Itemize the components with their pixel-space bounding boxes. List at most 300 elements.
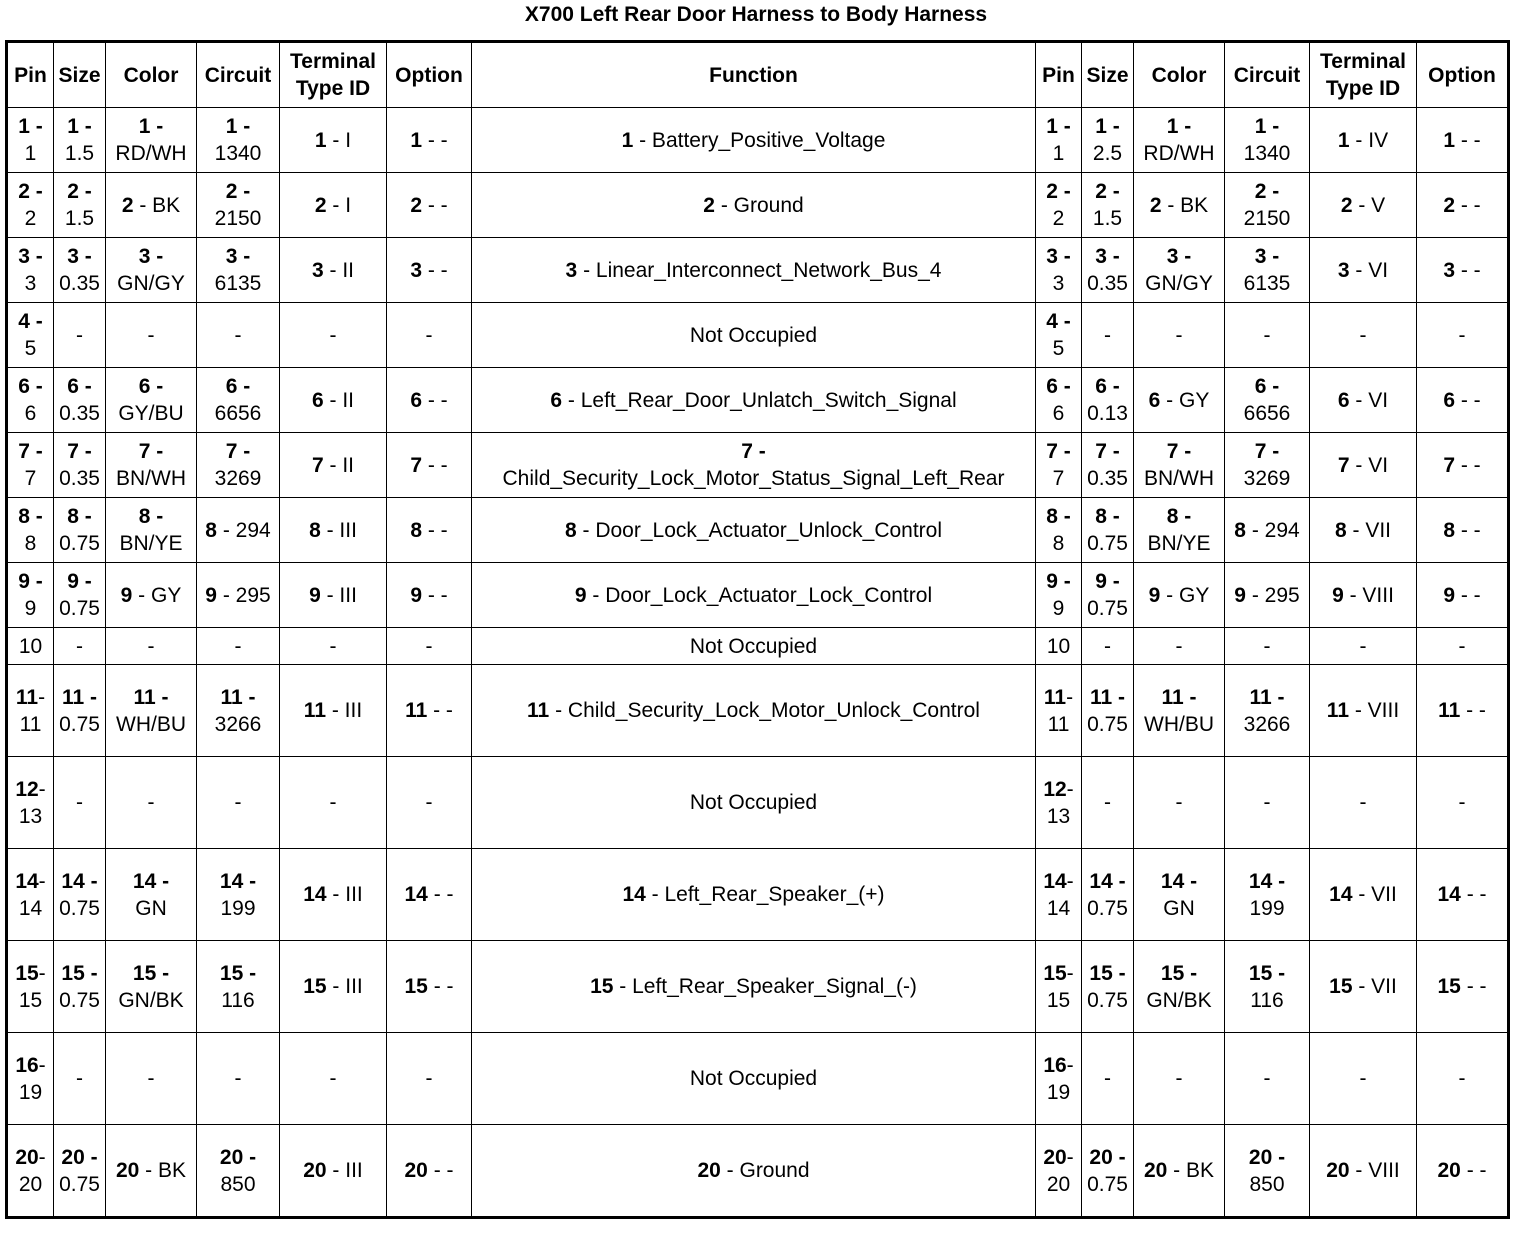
cell-key: 11 - [1089, 685, 1126, 709]
cell-value: - [38, 1053, 46, 1077]
cell-key: 2 [314, 193, 327, 217]
cell-value: 6656 [214, 402, 262, 425]
cell-pin-2 [1036, 1033, 1082, 1125]
cell-color-2 [1134, 498, 1225, 563]
cell-key: 6 [550, 388, 563, 412]
cell-value: 11 [19, 712, 42, 736]
cell-key: 2 - [1046, 180, 1071, 203]
cell-key: 8 - [1166, 505, 1192, 528]
cell-key: 1 - [1166, 115, 1192, 138]
cell-key: 14 - [1089, 869, 1126, 893]
cell-key: 2 [703, 193, 715, 217]
cell-key: 14 [404, 883, 428, 906]
cell-pin [7, 665, 54, 757]
cell-value: WH/BU [116, 712, 186, 736]
header-size: Size [54, 42, 106, 108]
cell-value: 1.5 [64, 207, 95, 230]
cell-value: BN/WH [1144, 467, 1214, 490]
cell-key: 15 [1043, 961, 1067, 985]
table-row [7, 1033, 1509, 1125]
cell-value: 19 [18, 1080, 43, 1104]
cell-key: 20 [1043, 1145, 1067, 1169]
cell-color [106, 757, 197, 849]
cell-key: 14 - [1248, 869, 1286, 893]
cell-pin-2 [1036, 108, 1082, 173]
cell-key: 20 [1437, 1159, 1461, 1182]
cell-value: - [1175, 323, 1183, 347]
cell-value: - [329, 791, 337, 814]
cell-key: 9 [1148, 583, 1161, 607]
cell-option [387, 108, 472, 173]
cell-value: - VIII [1354, 699, 1400, 722]
cell-key: 8 - [18, 505, 43, 528]
cell-value: GN/GY [117, 272, 185, 295]
cell-value: 0.35 [1087, 272, 1128, 295]
cell-value: BN/YE [119, 532, 183, 555]
cell-key: 1 - [1254, 115, 1280, 138]
cell-key: 7 - [741, 440, 766, 463]
cell-value: 10 [1046, 634, 1071, 658]
cell-option [387, 303, 472, 368]
cell-value: - [1066, 1053, 1074, 1077]
cell-value: 20 [18, 1172, 43, 1196]
cell-key: 7 - [18, 440, 43, 463]
header-size-2: Size [1082, 42, 1134, 108]
cell-value: 9 [1052, 597, 1065, 620]
cell-key: 14 [15, 869, 39, 893]
cell-pin [7, 498, 54, 563]
cell-pin [7, 849, 54, 941]
cell-color [106, 665, 197, 757]
cell-value: 0.13 [1087, 402, 1128, 425]
cell-key: 1 - [138, 115, 164, 138]
cell-value: 6135 [214, 272, 262, 295]
cell-size-2 [1082, 1033, 1134, 1125]
cell-value: - Ground [720, 193, 804, 217]
cell-value: - - [1460, 258, 1481, 282]
cell-key: 8 [205, 518, 217, 542]
cell-size-2 [1082, 563, 1134, 628]
cell-value: 199 [220, 896, 256, 920]
cell-terminal-type-id [280, 1125, 387, 1218]
cell-value: 13 [18, 804, 43, 828]
cell-circuit [197, 303, 280, 368]
cell-key: 2 [121, 193, 134, 217]
cell-value: - [1066, 961, 1074, 985]
cell-value: 13 [1046, 804, 1071, 828]
cell-key: 15 [590, 975, 614, 998]
cell-key: 15 - [61, 961, 98, 985]
cell-key: 3 - [1166, 245, 1192, 268]
header-row [7, 42, 1509, 108]
header-color: Color [106, 42, 197, 108]
cell-key: 20 [303, 1159, 327, 1182]
table-row [7, 238, 1509, 303]
cell-color [106, 173, 197, 238]
cell-key: 3 - [67, 245, 92, 268]
cell-value: - VIII [1355, 1159, 1400, 1182]
cell-value: - BK [145, 1159, 187, 1182]
cell-function [472, 303, 1036, 368]
cell-terminal-type-id-2 [1310, 368, 1417, 433]
cell-key: 6 [1148, 388, 1161, 412]
cell-option [387, 498, 472, 563]
cell-color-2 [1134, 941, 1225, 1033]
cell-key: 12 [1043, 777, 1067, 801]
cell-size-2 [1082, 303, 1134, 368]
cell-value: - BK [139, 193, 181, 217]
cell-color-2 [1134, 368, 1225, 433]
cell-value: 0.75 [1087, 1172, 1128, 1196]
cell-circuit [197, 757, 280, 849]
cell-value: - VII [1358, 975, 1397, 998]
cell-key: 1 [621, 128, 634, 152]
cell-key: 7 - [225, 440, 251, 463]
cell-key: 9 [574, 583, 587, 607]
cell-circuit [197, 173, 280, 238]
cell-key: 14 [1043, 869, 1067, 893]
cell-key: 8 [1234, 518, 1246, 542]
cell-key: 20 [404, 1159, 428, 1182]
cell-color [106, 108, 197, 173]
cell-key: 9 - [18, 570, 43, 593]
cell-terminal-type-id [280, 941, 387, 1033]
cell-value: GY/BU [118, 402, 184, 425]
cell-key: 4 - [18, 310, 43, 333]
cell-size [54, 238, 106, 303]
cell-key: 6 [1337, 388, 1350, 412]
cell-value: 1 [1052, 142, 1065, 165]
cell-value: 0.75 [1087, 712, 1128, 736]
header-terminal-type-id-2: Terminal Type ID [1310, 42, 1417, 108]
cell-value: 6656 [1243, 402, 1291, 425]
cell-terminal-type-id-2 [1310, 1125, 1417, 1218]
cell-size-2 [1082, 368, 1134, 433]
cell-value: - [234, 791, 242, 814]
cell-value: GN/GY [1145, 272, 1213, 295]
cell-size [54, 108, 106, 173]
cell-key: 1 - [1095, 115, 1120, 138]
cell-size-2 [1082, 173, 1134, 238]
cell-key: 8 [410, 518, 422, 542]
cell-key: 14 - [132, 869, 170, 893]
cell-key: 8 - [1095, 505, 1120, 528]
cell-key: 2 [1149, 193, 1162, 217]
cell-value: - [38, 685, 46, 709]
cell-color-2 [1134, 173, 1225, 238]
cell-circuit-2 [1225, 941, 1310, 1033]
cell-pin-2 [1036, 757, 1082, 849]
cell-circuit [197, 1125, 280, 1218]
cell-key: 16 [15, 1053, 39, 1077]
cell-key: 3 - [1046, 245, 1071, 268]
cell-key: 6 - [18, 375, 43, 398]
cell-value: - [1359, 634, 1367, 658]
cell-color-2 [1134, 1033, 1225, 1125]
cell-key: 14 - [1160, 869, 1198, 893]
cell-value: - Door_Lock_Actuator_Unlock_Control [582, 518, 943, 542]
cell-value: - I [332, 128, 352, 152]
cell-value: - - [427, 128, 448, 152]
cell-size [54, 173, 106, 238]
cell-value: - - [1460, 583, 1481, 607]
cell-value: RD/WH [1143, 142, 1215, 165]
cell-circuit [197, 1033, 280, 1125]
cell-value: - [425, 634, 433, 658]
cell-key: 3 [1443, 258, 1455, 282]
cell-value: - [329, 1067, 337, 1090]
cell-key: 15 [303, 975, 327, 998]
cell-value: 0.35 [59, 272, 100, 295]
cell-value: - - [1460, 128, 1481, 152]
cell-circuit-2 [1225, 665, 1310, 757]
cell-value: - III [326, 583, 357, 607]
cell-key: 1 - [18, 115, 43, 138]
cell-pin [7, 108, 54, 173]
cell-value: - IV [1355, 128, 1389, 152]
cell-color [106, 238, 197, 303]
cell-terminal-type-id-2 [1310, 303, 1417, 368]
cell-terminal-type-id [280, 433, 387, 498]
cell-terminal-type-id-2 [1310, 628, 1417, 665]
cell-key: 7 - [1166, 440, 1192, 463]
cell-value: Not Occupied [689, 634, 818, 658]
cell-pin [7, 563, 54, 628]
cell-key: 2 [1443, 193, 1455, 217]
cell-key: 15 [1437, 975, 1461, 998]
cell-terminal-type-id-2 [1310, 941, 1417, 1033]
cell-color-2 [1134, 433, 1225, 498]
table-row [7, 433, 1509, 498]
cell-value: BN/YE [1147, 532, 1211, 555]
cell-pin-2 [1036, 238, 1082, 303]
cell-key: 20 [1326, 1159, 1350, 1182]
cell-circuit [197, 628, 280, 665]
cell-value: 14 [1046, 896, 1071, 920]
cell-value: - [425, 791, 433, 814]
header-pin: Pin [7, 42, 54, 108]
cell-size-2 [1082, 665, 1134, 757]
cell-terminal-type-id-2 [1310, 1033, 1417, 1125]
cell-value: - [76, 791, 83, 814]
cell-value: 3269 [214, 467, 262, 490]
cell-option-2 [1417, 303, 1509, 368]
cell-function [472, 563, 1036, 628]
cell-size [54, 1125, 106, 1218]
header-circuit-2: Circuit [1225, 42, 1310, 108]
cell-value: 6 [1052, 402, 1065, 425]
cell-value: GN/BK [1146, 988, 1212, 1012]
cell-value: - II [329, 258, 355, 282]
cell-value: - [147, 634, 155, 658]
cell-key: 11 [1326, 699, 1349, 722]
cell-value: - Ground [726, 1159, 810, 1182]
cell-value: - III [332, 1159, 363, 1182]
cell-value: 5 [24, 337, 37, 360]
cell-value: - [329, 323, 337, 347]
cell-key: 1 - [1046, 115, 1071, 138]
cell-value: 116 [221, 988, 255, 1012]
cell-value: 19 [1046, 1080, 1071, 1104]
cell-value: - - [1466, 975, 1487, 998]
cell-value: 15 [1046, 988, 1071, 1012]
cell-size-2 [1082, 757, 1134, 849]
cell-value: - - [433, 975, 454, 998]
cell-option [387, 849, 472, 941]
cell-value: - [1359, 791, 1367, 814]
cell-terminal-type-id [280, 173, 387, 238]
cell-key: 20 - [1248, 1145, 1286, 1169]
pinout-table [5, 40, 1510, 1219]
cell-key: 3 [311, 258, 324, 282]
cell-value: - [1104, 1067, 1111, 1090]
cell-value: - [425, 1067, 433, 1090]
cell-key: 2 [410, 193, 422, 217]
cell-key: 11 [527, 699, 550, 722]
cell-value: - GY [1166, 388, 1210, 412]
cell-key: 11 [405, 699, 428, 722]
cell-key: 2 - [67, 180, 92, 203]
cell-value: - Left_Rear_Speaker_Signal_(-) [619, 975, 917, 998]
cell-key: 9 - [67, 570, 92, 593]
table-row [7, 303, 1509, 368]
cell-value: Child_Security_Lock_Motor_Status_Signal_Left_Rear [502, 467, 1005, 490]
cell-circuit [197, 665, 280, 757]
cell-value: 3269 [1243, 467, 1291, 490]
cell-key: 9 [205, 583, 217, 607]
cell-value: 14 [18, 896, 43, 920]
cell-option [387, 757, 472, 849]
cell-terminal-type-id [280, 368, 387, 433]
cell-key: 3 - [138, 245, 164, 268]
cell-color-2 [1134, 628, 1225, 665]
cell-value: 116 [1250, 988, 1284, 1012]
cell-key: 14 [1437, 883, 1461, 906]
cell-option [387, 433, 472, 498]
cell-color-2 [1134, 303, 1225, 368]
cell-size [54, 498, 106, 563]
cell-value: 1.5 [64, 142, 95, 165]
table-row [7, 941, 1509, 1033]
cell-key: 7 [311, 453, 324, 477]
cell-color [106, 368, 197, 433]
cell-size [54, 1033, 106, 1125]
cell-size [54, 757, 106, 849]
cell-value: 0.75 [1087, 896, 1128, 920]
cell-key: 9 [1332, 583, 1344, 607]
cell-size-2 [1082, 238, 1134, 303]
cell-value: - III [326, 518, 357, 542]
cell-key: 20 [115, 1159, 140, 1182]
cell-value: BN/WH [116, 467, 186, 490]
cell-value: - - [427, 258, 448, 282]
cell-size [54, 368, 106, 433]
cell-value: - [76, 1067, 83, 1090]
cell-value: - VIII [1349, 583, 1394, 607]
cell-value: 15 [18, 988, 43, 1012]
cell-circuit [197, 433, 280, 498]
cell-value: 0.75 [59, 988, 100, 1012]
cell-value: - I [332, 193, 352, 217]
cell-option-2 [1417, 1033, 1509, 1125]
cell-key: 7 - [138, 440, 164, 463]
cell-value: - [38, 961, 46, 985]
cell-key: 6 - [1095, 375, 1120, 398]
cell-value: - - [427, 388, 448, 412]
cell-value: - VI [1355, 258, 1389, 282]
cell-color-2 [1134, 1125, 1225, 1218]
cell-pin [7, 368, 54, 433]
cell-key: 11 [303, 699, 326, 722]
cell-circuit [197, 849, 280, 941]
cell-value: - - [1460, 518, 1481, 542]
cell-value: 2 [24, 207, 37, 230]
cell-key: 6 [410, 388, 422, 412]
cell-key: 11 - [1249, 685, 1285, 709]
cell-value: GN/BK [118, 988, 184, 1012]
cell-terminal-type-id-2 [1310, 665, 1417, 757]
cell-value: - [38, 869, 46, 893]
cell-terminal-type-id [280, 238, 387, 303]
cell-key: 11 [15, 685, 39, 709]
cell-terminal-type-id [280, 628, 387, 665]
cell-value: WH/BU [1144, 712, 1214, 736]
cell-circuit-2 [1225, 498, 1310, 563]
cell-color [106, 849, 197, 941]
cell-function [472, 173, 1036, 238]
cell-value: - Left_Rear_Door_Unlatch_Switch_Signal [567, 388, 957, 412]
header-function: Function [472, 42, 1036, 108]
cell-value: - [1359, 1067, 1367, 1090]
cell-terminal-type-id [280, 563, 387, 628]
cell-value: 850 [1249, 1172, 1285, 1196]
cell-circuit-2 [1225, 628, 1310, 665]
cell-color [106, 563, 197, 628]
cell-value: 0.75 [59, 712, 100, 736]
cell-option-2 [1417, 108, 1509, 173]
cell-pin-2 [1036, 498, 1082, 563]
cell-key: 8 [309, 518, 321, 542]
cell-pin-2 [1036, 173, 1082, 238]
cell-color [106, 1033, 197, 1125]
cell-pin-2 [1036, 433, 1082, 498]
cell-option-2 [1417, 941, 1509, 1033]
cell-value: 199 [1249, 896, 1285, 920]
cell-value: 3 [1052, 272, 1065, 295]
cell-key: 6 - [138, 375, 164, 398]
cell-value: - GY [138, 583, 182, 607]
cell-key: 6 - [1046, 375, 1071, 398]
table-row [7, 1125, 1509, 1218]
cell-value: 0.35 [1087, 467, 1128, 490]
cell-pin [7, 303, 54, 368]
cell-key: 20 [1143, 1159, 1168, 1182]
cell-value: - [1263, 634, 1271, 658]
cell-pin [7, 1033, 54, 1125]
header-option-2: Option [1417, 42, 1509, 108]
cell-key: 3 - [225, 245, 251, 268]
cell-color [106, 1125, 197, 1218]
cell-function [472, 665, 1036, 757]
cell-size-2 [1082, 498, 1134, 563]
cell-value: - [38, 1145, 46, 1169]
cell-value: - [1175, 1067, 1183, 1090]
cell-value: 0.75 [59, 532, 100, 555]
cell-value: 7 [1052, 467, 1065, 490]
cell-key: 2 - [1095, 180, 1120, 203]
cell-key: 12 [15, 777, 39, 801]
cell-value: 1.5 [1092, 207, 1123, 230]
